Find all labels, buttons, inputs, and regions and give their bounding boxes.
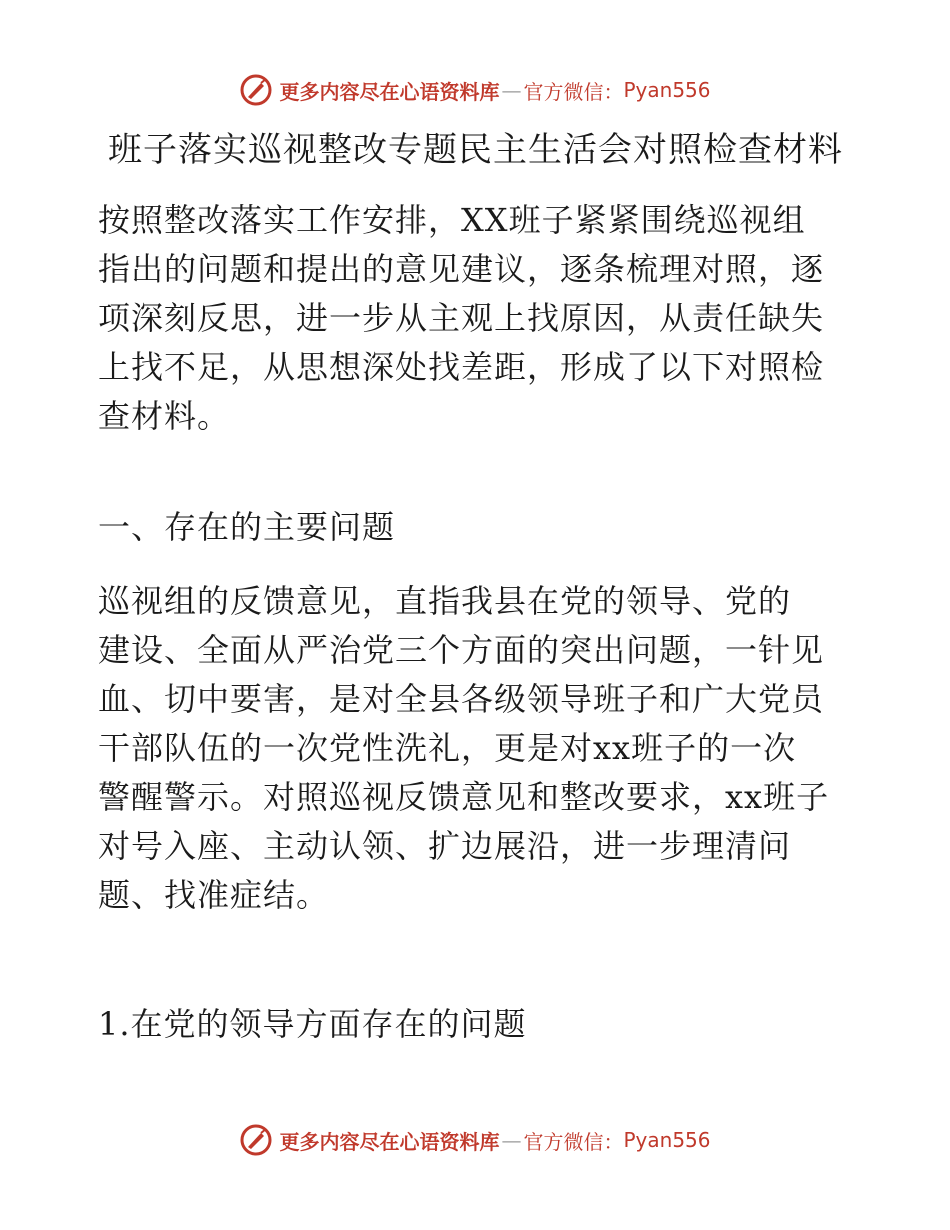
banner-dash: — — [501, 78, 522, 102]
section-heading-main-problems: 一、存在的主要问题 — [98, 508, 396, 546]
banner-library-text: 更多内容尽在心语资料库 — [279, 79, 500, 104]
banner-wechat-id: Pyan556 — [623, 78, 711, 102]
intro-paragraph: 按照整改落实工作安排，XX班子紧紧围绕巡视组 指出的问题和提出的意见建议，逐条梳理对照，逐 项深刻反思，进一步从主观上找原因，从责任缺失 上找不足，从思想深处找差距，形成了以下对照检 查材料。 — [98, 201, 825, 435]
document-title: 班子落实巡视整改专题民主生活会对照检查材料 — [108, 130, 843, 170]
banner-wechat-label: 官方微信： — [523, 1129, 624, 1154]
quill-pen-seal-icon — [239, 1123, 273, 1157]
footer-watermark-banner — [0, 1120, 950, 1160]
banner-library-text: 更多内容尽在心语资料库 — [279, 1129, 500, 1154]
subsection-heading-party-leadership: 1.在党的领导方面存在的问题 — [98, 1005, 527, 1043]
header-watermark-banner — [0, 70, 950, 110]
feedback-paragraph: 巡视组的反馈意见，直指我县在党的领导、党的 建设、全面从严治党三个方面的突出问题，一针见 血、切中要害，是对全县各级领导班子和广大党员 干部队伍的一次党性洗礼，更是对xx班子的一次 警醒警示。对照巡视反馈意见和整改要求，xx班子 对号入座、主动认领、扩边展沿，进一步理清问 题、找准症结。 — [98, 582, 830, 914]
quill-pen-seal-icon — [239, 73, 273, 107]
banner-dash: — — [501, 1128, 522, 1152]
banner-wechat-id: Pyan556 — [623, 1128, 711, 1152]
banner-wechat-label: 官方微信： — [523, 79, 624, 104]
